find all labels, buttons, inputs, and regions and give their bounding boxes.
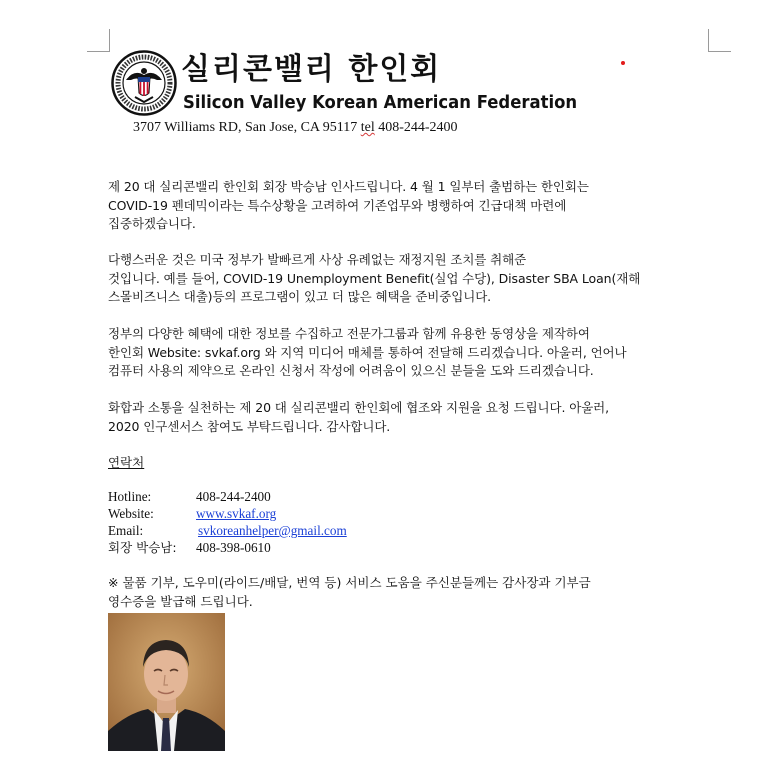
contact-label: 회장 박승남: [108,540,177,555]
contact-label: Website: [108,506,154,521]
note-line: 영수증을 발급해 드립니다. [108,593,253,609]
email-link[interactable]: svkoreanhelper@gmail.com [198,523,347,538]
paragraph-line: 화합과 소통을 실천하는 제 20 대 실리콘밸리 한인회에 협조와 지원을 요청 드립니다. 아울러, [108,400,610,415]
paragraph-line: 다행스러운 것은 미국 정부가 발빠르게 사상 유례없는 재정지원 조치를 취해준 [108,252,527,267]
president-phone: 408-398-0610 [196,540,271,555]
letterhead [111,50,578,118]
paragraph-line: 스몰비즈니스 대출)등의 프로그램이 있고 더 많은 혜택을 준비중입니다. [108,289,492,304]
page-corner-marker-top-right [708,29,731,52]
paragraph-information-service [108,325,708,381]
paragraph-government-support [108,251,708,307]
paragraph-line: 한인회 Website: svkaf.org 와 지역 미디어 매체를 통하여 전달해 드리겠습니다. 아울러, 언어나 [108,344,627,360]
paragraph-line: 컴퓨터 사용의 제약으로 온라인 신청서 작성에 어려움이 있으신 분들을 도와 드리겠습니다. [108,363,594,378]
paragraph-line: 2020 인구센서스 참여도 부탁드립니다. 감사합니다. [108,418,391,434]
president-portrait-photo [108,613,225,751]
federation-address [133,120,458,136]
address-tel-label: tel [360,120,375,135]
paragraph-line: 것입니다. 예를 들어, COVID-19 Unemployment Benefit(실업 수당), Disaster SBA Loan(재해 [108,270,641,286]
address-phone: 408-244-2400 [374,120,458,135]
page-corner-marker-top-left [87,29,110,52]
red-marker-dot [621,61,625,65]
contact-label: Email: [108,523,144,538]
paragraph-line: COVID-19 펜데믹이라는 특수상황을 고려하여 기존업무와 병행하여 긴급대책 마련에 [108,197,567,213]
hotline-number: 408-244-2400 [196,489,271,504]
contact-heading: 연락처 [108,455,145,470]
website-link[interactable]: www.svkaf.org [196,506,277,521]
federation-seal-logo [111,50,177,116]
address-street: 3707 Williams RD, San Jose, CA 95117 [133,120,361,135]
paragraph-line: 집중하겠습니다. [108,216,196,231]
federation-name-english: Silicon Valley Korean American Federation [183,93,578,113]
federation-name-korean: 실리콘밸리 한인회 [181,52,442,87]
paragraph-line: 제 20 대 실리콘밸리 한인회 회장 박승남 인사드립니다. 4 월 1 일부터 출범하는 한인회는 [108,179,589,194]
paragraph-greeting [108,178,708,234]
donation-note [108,574,708,611]
paragraph-closing [108,399,708,436]
contact-label: Hotline: [108,489,152,504]
note-line: ※ 물품 기부, 도우미(라이드/배달, 번역 등) 서비스 도움을 주신분들께는 감사장과 기부금 [108,575,591,590]
paragraph-line: 정부의 다양한 혜택에 대한 정보를 수집하고 전문가그룹과 함께 유용한 동영상을 제작하여 [108,326,590,341]
